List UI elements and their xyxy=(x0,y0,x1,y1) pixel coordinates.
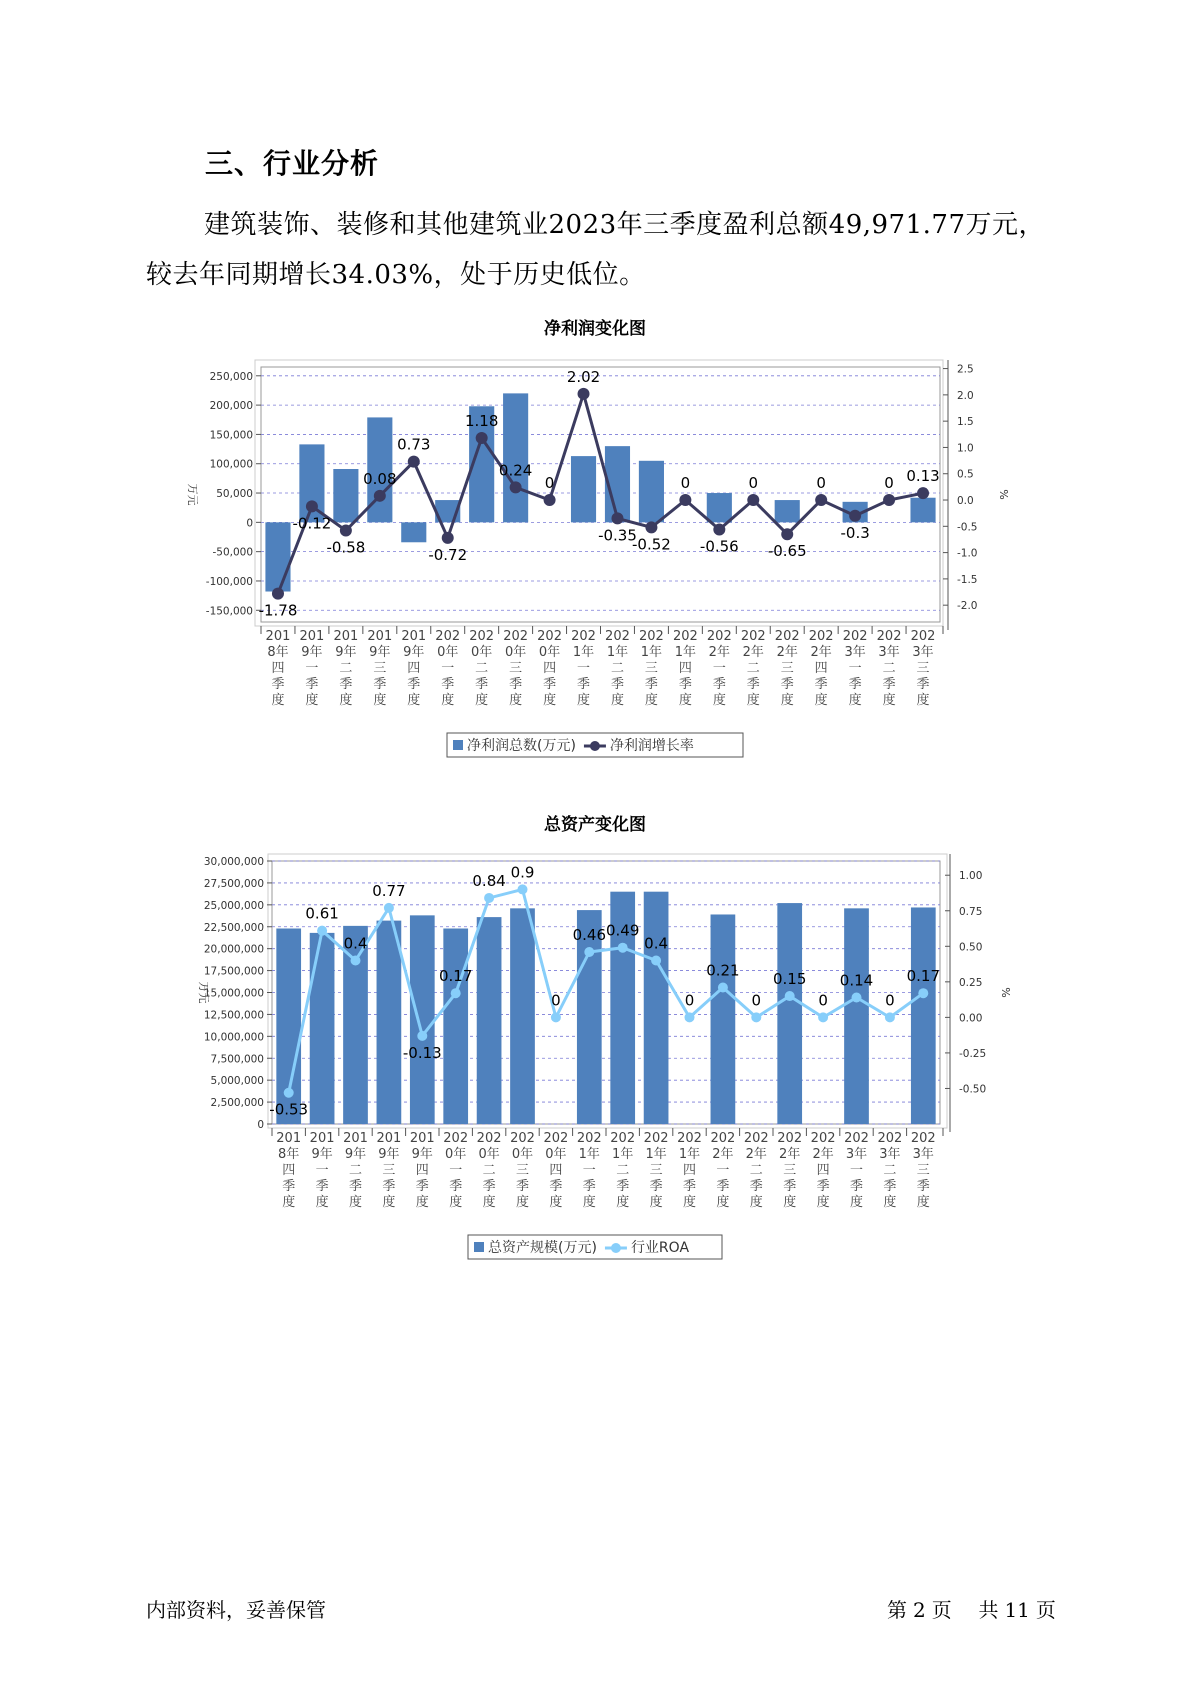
bar xyxy=(503,393,528,522)
data-label: 0.84 xyxy=(472,871,506,890)
legend-line-label: 行业ROA xyxy=(630,1240,690,1256)
line-point xyxy=(510,481,522,493)
data-label: 0.4 xyxy=(644,934,669,953)
category-label: 201 9年三季度 xyxy=(376,1131,402,1210)
net-profit-chart-svg xyxy=(0,310,1191,770)
line-point xyxy=(718,983,728,993)
data-label: 0.61 xyxy=(305,904,339,923)
y-tick-label: 10,000,000 xyxy=(203,1031,264,1044)
line-point xyxy=(284,1088,294,1098)
chart-title: 总资产变化图 xyxy=(544,815,646,835)
category-label: 201 9年一季度 xyxy=(299,629,325,708)
data-label: 0 xyxy=(680,474,691,493)
y-tick-label: 5,000,000 xyxy=(210,1075,264,1088)
y-tick-label: 0 xyxy=(246,517,253,530)
line-point xyxy=(578,388,590,400)
line-point xyxy=(751,1012,761,1022)
data-label: 0 xyxy=(544,474,555,493)
line-point xyxy=(747,494,759,506)
data-label: 0 xyxy=(684,991,695,1010)
line-point xyxy=(611,512,623,524)
total-assets-chart xyxy=(0,806,1191,1266)
data-label: 0.46 xyxy=(572,925,607,944)
data-label: 0.24 xyxy=(498,461,533,480)
category-label: 202 1年一季度 xyxy=(571,629,596,708)
y-tick-label: 17,500,000 xyxy=(203,965,264,978)
footer-total-num: 11 xyxy=(1004,1598,1030,1622)
y-tick-label: 12,500,000 xyxy=(203,1009,264,1022)
bar xyxy=(707,493,732,522)
category-label: 202 3年二季度 xyxy=(876,629,902,708)
y2-tick-label: 0.5 xyxy=(957,468,974,481)
data-label: -0.12 xyxy=(292,514,332,533)
line-point xyxy=(384,903,394,913)
data-label: -0.72 xyxy=(428,545,468,564)
category-label: 201 9年四季度 xyxy=(409,1131,435,1210)
y-tick-label: -150,000 xyxy=(205,605,253,618)
category-label: 201 8年四季度 xyxy=(265,629,291,708)
y2-tick-label: -0.50 xyxy=(959,1083,987,1096)
line-point xyxy=(584,947,594,957)
category-label: 202 1年四季度 xyxy=(677,1131,702,1210)
y-tick-label: 25,000,000 xyxy=(203,899,264,912)
category-label: 202 0年二季度 xyxy=(476,1131,502,1210)
bar xyxy=(477,917,502,1124)
category-label: 202 1年二季度 xyxy=(610,1131,636,1210)
line-point xyxy=(785,991,795,1001)
category-label: 202 2年一季度 xyxy=(710,1131,736,1210)
category-label: 202 2年三季度 xyxy=(774,629,800,708)
category-label: 202 2年四季度 xyxy=(808,629,834,708)
data-label: -0.3 xyxy=(840,523,870,542)
legend-bar-label: 总资产规模(万元) xyxy=(488,1240,597,1256)
section-paragraph: 建筑装饰、装修和其他建筑业2023年三季度盈利总额49,971.77万元，较去年同期增长34.03%，处于历史低位。 xyxy=(146,210,1045,290)
category-label: 202 0年一季度 xyxy=(435,629,461,708)
data-label: 0.21 xyxy=(706,961,740,980)
line-point xyxy=(551,1012,561,1022)
data-label: 0 xyxy=(551,991,561,1010)
data-label: 0 xyxy=(884,474,894,493)
line-point xyxy=(340,525,352,537)
bar xyxy=(443,929,468,1124)
line-point xyxy=(651,956,661,966)
line-point xyxy=(679,494,691,506)
line-point xyxy=(917,487,929,499)
data-label: 0.73 xyxy=(397,435,431,454)
y-tick-label: 7,500,000 xyxy=(210,1053,264,1066)
line-point xyxy=(883,494,895,506)
line-point xyxy=(351,956,361,966)
category-label: 202 0年二季度 xyxy=(469,629,495,708)
data-label: 0.17 xyxy=(438,967,473,986)
bar xyxy=(910,498,935,523)
bar xyxy=(639,461,664,523)
y2-tick-label: 1.5 xyxy=(957,416,974,429)
line-point xyxy=(417,1031,427,1041)
category-label: 202 1年四季度 xyxy=(672,629,698,708)
data-label: -0.35 xyxy=(598,526,637,545)
line-point xyxy=(918,988,928,998)
data-label: -0.13 xyxy=(402,1043,442,1062)
y-tick-label: 20,000,000 xyxy=(203,943,264,956)
data-label: 0.14 xyxy=(839,971,874,990)
data-label: 0 xyxy=(751,991,762,1010)
line-point xyxy=(317,926,327,936)
legend-bar-swatch xyxy=(474,1242,484,1252)
category-label: 202 0年四季度 xyxy=(537,629,562,708)
y-tick-label: 150,000 xyxy=(209,429,253,442)
legend-line-marker xyxy=(611,1243,621,1253)
data-label: 0 xyxy=(816,474,826,493)
data-label: -0.53 xyxy=(269,1100,309,1119)
data-label: 0 xyxy=(748,474,759,493)
category-label: 201 9年三季度 xyxy=(367,629,393,708)
y-tick-label: 27,500,000 xyxy=(203,877,264,890)
data-label: 0.15 xyxy=(772,970,807,989)
category-label: 202 2年二季度 xyxy=(743,1131,769,1210)
category-label: 201 9年四季度 xyxy=(401,629,427,708)
data-label: 0.08 xyxy=(363,469,397,488)
y2-tick-label: 2.0 xyxy=(957,389,974,402)
y2-tick-label: -0.5 xyxy=(957,521,978,534)
footer-page-word: 页 xyxy=(931,1598,952,1622)
y-tick-label: 200,000 xyxy=(209,400,253,413)
bar xyxy=(644,892,669,1124)
data-label: 0.13 xyxy=(906,467,940,486)
y2-tick-label: -2.0 xyxy=(957,600,978,613)
line-point xyxy=(518,884,528,894)
category-label: 202 1年三季度 xyxy=(643,1131,669,1210)
y2-axis-label: % xyxy=(999,987,1012,998)
y-tick-label: 250,000 xyxy=(209,370,253,383)
line-point xyxy=(685,1012,695,1022)
bar xyxy=(401,522,426,542)
bar xyxy=(410,915,435,1124)
footer-page-prefix: 第 xyxy=(887,1598,907,1622)
y-axis-label: 万元 xyxy=(197,981,210,1004)
y2-tick-label: 0.00 xyxy=(959,1012,983,1025)
data-label: -0.52 xyxy=(632,535,671,554)
line-point xyxy=(849,510,861,522)
total-assets-chart-svg xyxy=(0,806,1191,1266)
category-label: 202 3年一季度 xyxy=(844,1131,869,1210)
y-tick-label: 0 xyxy=(257,1119,264,1131)
data-label: 0.9 xyxy=(510,863,535,882)
category-label: 202 3年三季度 xyxy=(910,629,936,708)
legend-line-marker xyxy=(590,741,600,751)
bar xyxy=(265,522,290,591)
y-tick-label: 15,000,000 xyxy=(203,987,264,1000)
category-label: 202 1年二季度 xyxy=(605,629,630,708)
category-label: 202 2年三季度 xyxy=(777,1131,803,1210)
category-label: 202 0年四季度 xyxy=(543,1131,569,1210)
y2-tick-label: 0.25 xyxy=(959,976,983,989)
category-label: 202 0年三季度 xyxy=(503,629,529,708)
bar xyxy=(775,500,800,522)
legend-line-label: 净利润增长率 xyxy=(609,738,694,754)
y2-tick-label: 0.75 xyxy=(959,905,983,918)
y-tick-label: 2,500,000 xyxy=(210,1097,264,1110)
footer-page-num: 2 xyxy=(913,1598,926,1622)
category-label: 202 0年三季度 xyxy=(510,1131,535,1210)
data-label: 1.18 xyxy=(464,411,499,430)
bar xyxy=(911,907,936,1124)
line-point xyxy=(374,490,386,502)
y-tick-label: 100,000 xyxy=(209,458,253,471)
category-label: 201 8年四季度 xyxy=(276,1131,302,1210)
y-tick-label: -50,000 xyxy=(212,546,253,559)
line-point xyxy=(818,1012,828,1022)
data-label: 2.02 xyxy=(566,367,601,386)
bar xyxy=(510,908,535,1124)
line-point xyxy=(408,456,420,468)
y2-tick-label: -0.25 xyxy=(959,1047,987,1060)
category-label: 202 1年三季度 xyxy=(639,629,664,708)
y2-tick-label: 0.0 xyxy=(957,495,974,508)
category-label: 202 3年三季度 xyxy=(910,1131,936,1210)
y-tick-label: 50,000 xyxy=(216,488,253,501)
category-label: 202 3年一季度 xyxy=(842,629,868,708)
line-point xyxy=(272,588,284,600)
y2-tick-label: 1.00 xyxy=(959,870,983,883)
category-label: 201 9年一季度 xyxy=(309,1131,335,1210)
plot-area-frame xyxy=(272,861,940,1124)
data-label: 0.77 xyxy=(372,881,406,900)
line-point xyxy=(852,992,862,1002)
bar xyxy=(377,921,402,1124)
line-point xyxy=(781,528,793,540)
category-label: 202 2年四季度 xyxy=(810,1131,836,1210)
y-tick-label: 22,500,000 xyxy=(203,921,264,934)
bar xyxy=(571,456,596,522)
data-label: 0.49 xyxy=(605,921,640,940)
y-tick-label: -100,000 xyxy=(205,575,253,588)
legend-bar-swatch xyxy=(453,740,463,750)
y2-axis-label: % xyxy=(997,489,1010,500)
y-tick-label: 30,000,000 xyxy=(203,856,264,868)
category-label: 202 2年一季度 xyxy=(706,629,732,708)
y2-tick-label: 1.0 xyxy=(957,442,974,455)
line-point xyxy=(451,988,461,998)
footer-total-word: 页 xyxy=(1035,1598,1056,1622)
line-point xyxy=(645,521,657,533)
bar xyxy=(711,914,736,1124)
y2-tick-label: -1.5 xyxy=(957,573,978,586)
line-point xyxy=(476,432,488,444)
net-profit-chart xyxy=(0,310,1191,770)
data-label: 0 xyxy=(818,991,828,1010)
data-label: 0 xyxy=(885,991,895,1010)
data-label: -0.65 xyxy=(767,542,807,561)
y2-tick-label: 0.50 xyxy=(959,941,983,954)
category-label: 201 9年二季度 xyxy=(333,629,359,708)
data-label: -1.78 xyxy=(258,601,298,620)
line-point xyxy=(484,893,494,903)
line-point xyxy=(618,943,628,953)
bar xyxy=(333,469,358,522)
bar xyxy=(844,908,869,1124)
line-point xyxy=(544,494,556,506)
category-label: 201 9年二季度 xyxy=(343,1131,368,1210)
y-axis-label: 万元 xyxy=(186,483,199,506)
data-label: -0.56 xyxy=(699,537,739,556)
bar xyxy=(777,903,802,1124)
category-label: 202 3年二季度 xyxy=(877,1131,903,1210)
data-label: 0.4 xyxy=(343,934,368,953)
chart-title: 净利润变化图 xyxy=(544,319,646,339)
legend-bar-label: 净利润总数(万元) xyxy=(467,738,576,754)
category-label: 202 0年一季度 xyxy=(443,1131,469,1210)
line-point xyxy=(815,494,827,506)
footer-total-prefix: 共 xyxy=(978,1598,999,1622)
footer-confidential: 内部资料，妥善保管 xyxy=(146,1598,326,1622)
category-label: 202 2年二季度 xyxy=(740,629,766,708)
line-point xyxy=(442,532,454,544)
footer-page-number xyxy=(884,1594,1059,1623)
line-point xyxy=(885,1012,895,1022)
bar xyxy=(310,933,335,1124)
line-point xyxy=(306,500,318,512)
data-label: 0.17 xyxy=(906,967,941,986)
section-heading: 三、行业分析 xyxy=(205,147,380,180)
y2-tick-label: -1.0 xyxy=(957,547,978,560)
line-point xyxy=(713,523,725,535)
data-label: -0.58 xyxy=(326,538,366,557)
category-label: 202 1年一季度 xyxy=(576,1131,602,1210)
y2-tick-label: 2.5 xyxy=(957,363,974,376)
